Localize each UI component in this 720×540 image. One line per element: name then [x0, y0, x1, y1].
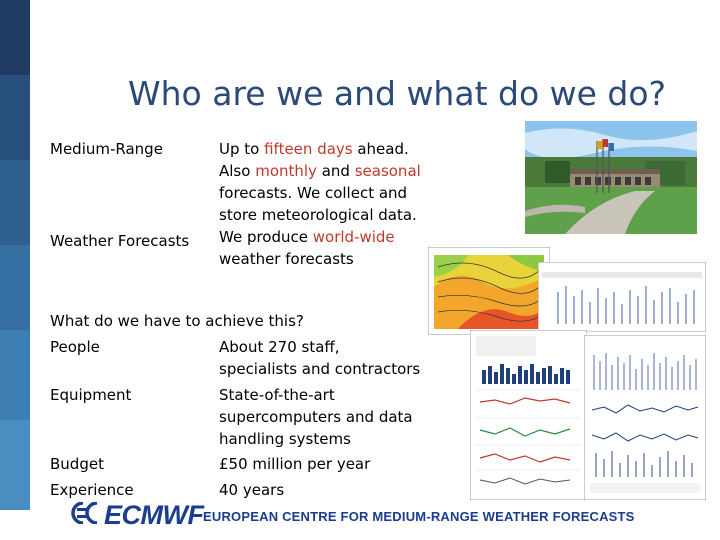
- experience-label: Experience: [50, 481, 134, 499]
- meteogram-chart-back: [538, 262, 706, 332]
- desc-line-2: Also monthly and seasonal: [219, 162, 421, 180]
- budget-value: £50 million per year: [219, 455, 371, 473]
- desc-line-3: forecasts. We collect and: [219, 184, 408, 202]
- label-medium-range: Medium-Range: [50, 140, 163, 158]
- meteogram-chart-front: [470, 330, 587, 500]
- organization-name: EUROPEAN CENTRE FOR MEDIUM-RANGE WEATHER FORECASTS: [203, 509, 635, 524]
- label-weather-forecasts: Weather Forecasts: [50, 232, 190, 250]
- slide-title: Who are we and what do we do?: [128, 74, 667, 113]
- budget-label: Budget: [50, 455, 104, 473]
- meteogram-chart-right: [584, 335, 706, 500]
- sidebar-decoration: [0, 0, 30, 510]
- people-value: About 270 staff, specialists and contractors: [219, 338, 421, 378]
- question-heading: What do we have to achieve this?: [50, 312, 304, 330]
- equipment-value: State-of-the-art supercomputers and data handling systems: [219, 386, 413, 448]
- desc-line-4: store meteorological data.: [219, 206, 417, 224]
- experience-value: 40 years: [219, 481, 285, 499]
- desc-line-6: weather forecasts: [219, 250, 354, 268]
- headquarters-photo: [525, 121, 697, 234]
- equipment-label: Equipment: [50, 386, 132, 404]
- desc-line-1: Up to fifteen days ahead.: [219, 140, 409, 158]
- ecmwf-logo-icon: [64, 502, 102, 524]
- ecmwf-logo-text: ECMWF: [104, 500, 204, 530]
- forecast-description: [219, 138, 429, 270]
- people-label: People: [50, 338, 100, 356]
- weather-map-image: [428, 247, 550, 335]
- desc-line-5: We produce world-wide: [219, 228, 395, 246]
